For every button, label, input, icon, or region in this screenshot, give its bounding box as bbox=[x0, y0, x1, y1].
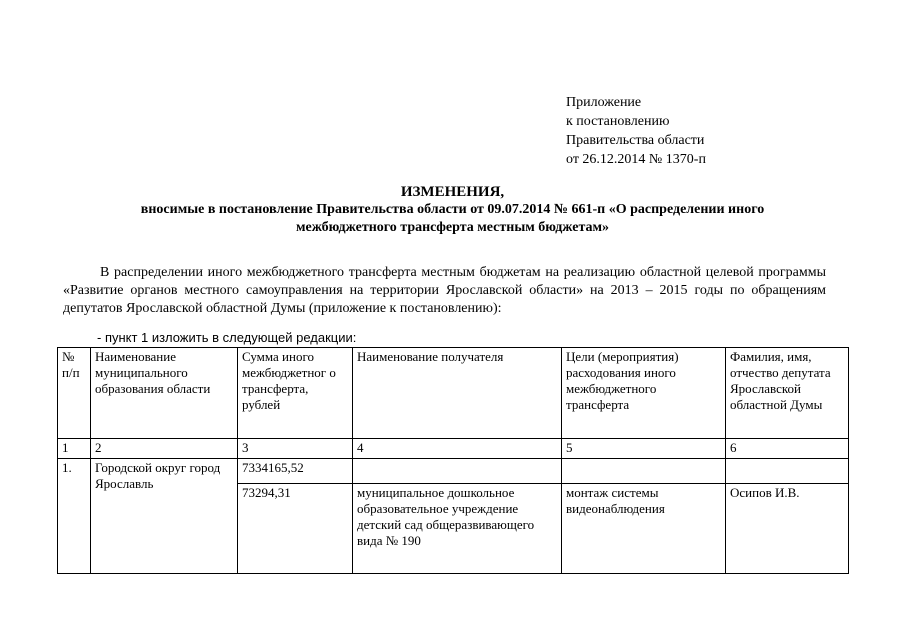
appendix-block bbox=[566, 93, 706, 169]
appendix-line: к постановлению bbox=[566, 114, 670, 129]
intro-paragraph: В распределении иного межбюджетного трансферта местным бюджетам на реализацию областной целевой программы «Развитие органов местного самоуправления на территории Ярославской области» на 2013 – 2015 годы по обращениям депутатов Ярославской областной Думы (приложение к постановлению): bbox=[63, 265, 826, 316]
municipality-cell: Городской округ город Ярославль bbox=[91, 459, 238, 574]
column-number-row bbox=[58, 439, 849, 459]
empty-cell bbox=[726, 459, 849, 484]
column-number-cell: 3 bbox=[238, 439, 353, 459]
empty-cell bbox=[353, 459, 562, 484]
column-number-cell: 2 bbox=[91, 439, 238, 459]
header-cell: Фамилия, имя, отчество депутата Ярославской областной Думы bbox=[726, 348, 849, 439]
table-row bbox=[58, 459, 849, 484]
row-number-cell: 1. bbox=[58, 459, 91, 574]
allocation-table bbox=[57, 347, 849, 574]
appendix-line: Приложение bbox=[566, 95, 642, 110]
column-number-cell: 4 bbox=[353, 439, 562, 459]
column-number-cell: 1 bbox=[58, 439, 91, 459]
header-row bbox=[58, 348, 849, 439]
column-number-cell: 6 bbox=[726, 439, 849, 459]
document-title bbox=[60, 183, 845, 237]
item-instruction: - пункт 1 изложить в следующей редакции: bbox=[97, 330, 357, 345]
title-line: межбюджетного трансферта местным бюджетам» bbox=[295, 220, 610, 235]
header-cell: Наименование муниципального образования области bbox=[91, 348, 238, 439]
amount-cell: 73294,31 bbox=[238, 484, 353, 574]
purpose-cell: монтаж системы видеонаблюдения bbox=[562, 484, 726, 574]
title-main: ИЗМЕНЕНИЯ, bbox=[400, 184, 505, 200]
recipient-cell: муниципальное дошкольное образовательное учреждение детский сад общеразвивающего вида № 190 bbox=[353, 484, 562, 574]
header-cell: Сумма иного межбюджетног о трансферта, рублей bbox=[238, 348, 353, 439]
column-number-cell: 5 bbox=[562, 439, 726, 459]
title-line: вносимые в постановление Правительства области от 09.07.2014 № 661-п «О распределении иного bbox=[140, 202, 765, 217]
appendix-line: от 26.12.2014 № 1370-п bbox=[566, 152, 706, 167]
header-cell: № п/п bbox=[58, 348, 91, 439]
header-cell: Цели (мероприятия) расходования иного межбюджетного трансферта bbox=[562, 348, 726, 439]
appendix-line: Правительства области bbox=[566, 133, 705, 148]
header-cell: Наименование получателя bbox=[353, 348, 562, 439]
empty-cell bbox=[562, 459, 726, 484]
deputy-cell: Осипов И.В. bbox=[726, 484, 849, 574]
total-amount-cell: 7334165,52 bbox=[238, 459, 353, 484]
